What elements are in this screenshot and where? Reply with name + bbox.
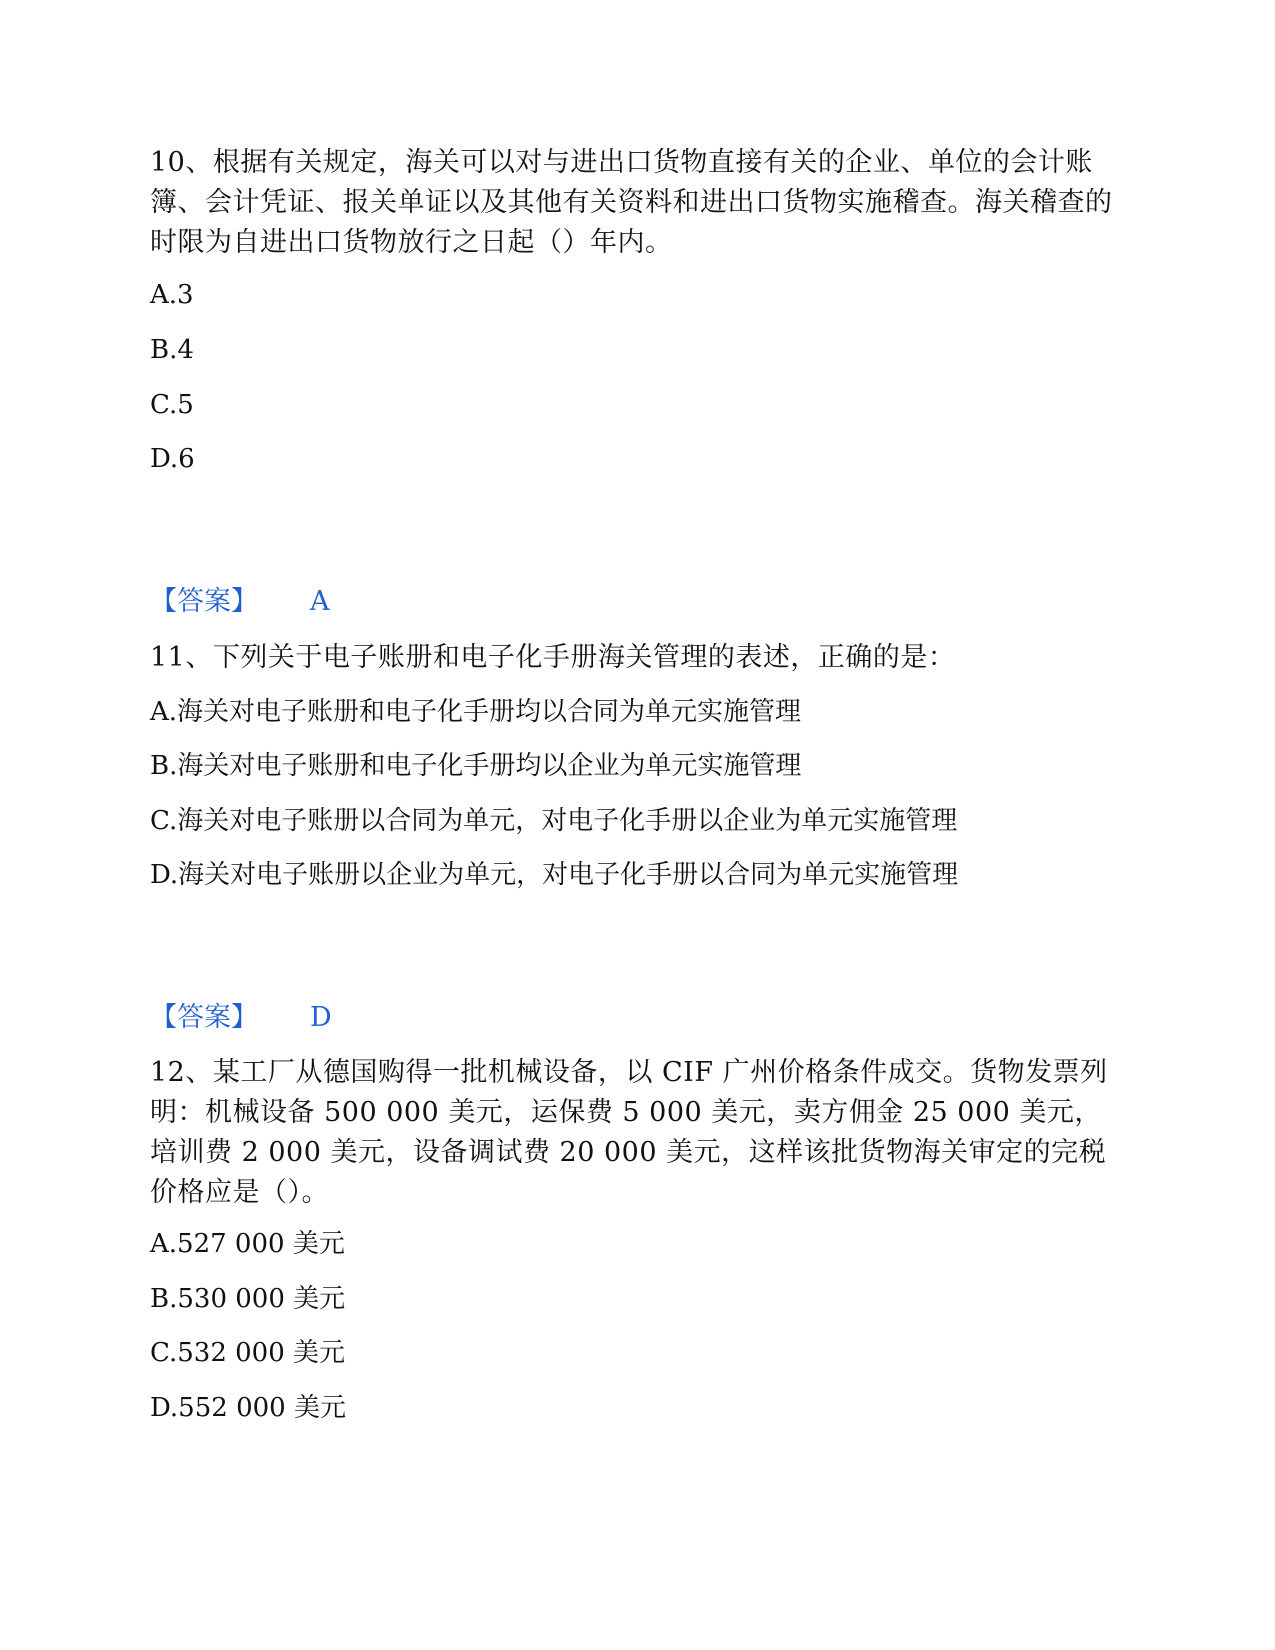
question-12-option-b: B.530 000 美元 (150, 1284, 346, 1314)
question-10-option-a: A.3 (150, 280, 194, 310)
question-11-option-a: A.海关对电子账册和电子化手册均以合同为单元实施管理 (150, 697, 802, 727)
question-11-option-b: B.海关对电子账册和电子化手册均以企业为单元实施管理 (150, 751, 802, 781)
question-12-option-c: C.532 000 美元 (150, 1338, 346, 1368)
question-12-text: 12、某工厂从德国购得一批机械设备，以 CIF 广州价格条件成交。货物发票列明：机械设备 500 000 美元，运保费 5 000 美元，卖方佣金 25 000 美元，培训费 2 000 美元，设备调试费 20 000 美元，这样该批货物海关审定的完税价格应是（）。 (150, 1057, 1108, 1208)
answer-label: 【答案】 (150, 586, 258, 617)
question-11-answer (150, 1001, 332, 1035)
question-10-option-c: C.5 (150, 390, 194, 420)
question-10-text: 10、根据有关规定，海关可以对与进出口货物直接有关的企业、单位的会计账簿、会计凭证、报关单证以及其他有关资料和进出口货物实施稽查。海关稽查的时限为自进出口货物放行之日起（）年内。 (150, 147, 1113, 258)
question-11-option-c: C.海关对电子账册以合同为单元，对电子化手册以企业为单元实施管理 (150, 806, 958, 836)
question-11-text: 11、下列关于电子账册和电子化手册海关管理的表述，正确的是： (150, 642, 956, 673)
question-10-option-d: D.6 (150, 444, 195, 474)
answer-label: 【答案】 (150, 1002, 258, 1033)
question-12-option-d: D.552 000 美元 (150, 1393, 346, 1423)
question-10-option-b: B.4 (150, 335, 194, 365)
question-12-option-a: A.527 000 美元 (150, 1229, 345, 1259)
answer-value: D (310, 1002, 332, 1033)
question-11-option-d: D.海关对电子账册以企业为单元，对电子化手册以合同为单元实施管理 (150, 860, 959, 890)
answer-value: A (310, 586, 330, 617)
question-10-answer (150, 585, 330, 619)
